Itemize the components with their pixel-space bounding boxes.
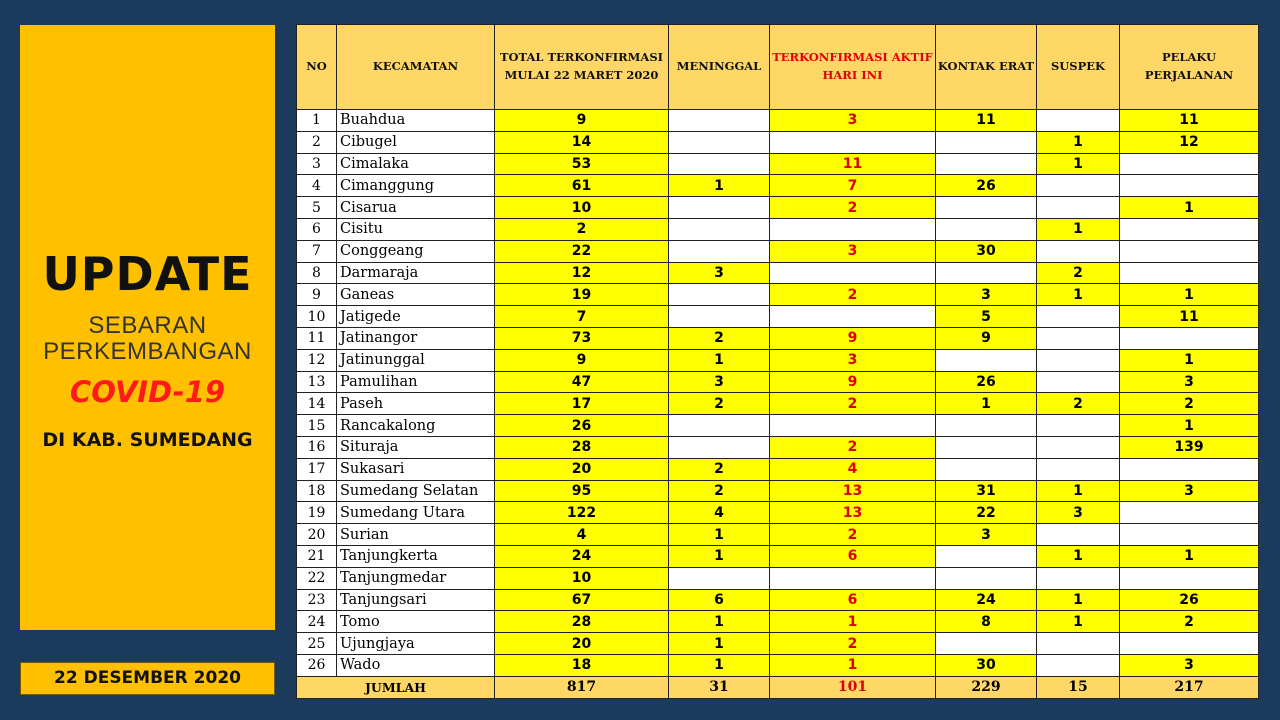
cell-aktif xyxy=(770,262,936,284)
table-row xyxy=(297,327,1259,349)
cell-pelaku xyxy=(1120,502,1259,524)
cell-pelaku: 26 xyxy=(1120,589,1259,611)
cell-aktif: 2 xyxy=(770,633,936,655)
cell-meninggal xyxy=(669,240,770,262)
totals-suspek: 15 xyxy=(1037,676,1120,698)
cell-kontak xyxy=(936,415,1037,437)
cell-aktif: 2 xyxy=(770,197,936,219)
cell-kecamatan: Cibugel xyxy=(337,131,495,153)
table-body xyxy=(297,110,1259,677)
cell-pelaku: 1 xyxy=(1120,284,1259,306)
cell-pelaku xyxy=(1120,327,1259,349)
table-row xyxy=(297,524,1259,546)
cell-kontak xyxy=(936,436,1037,458)
cell-kecamatan: Jatigede xyxy=(337,306,495,328)
cell-pelaku xyxy=(1120,240,1259,262)
cell-pelaku: 2 xyxy=(1120,611,1259,633)
cell-no: 25 xyxy=(297,633,337,655)
cell-aktif xyxy=(770,131,936,153)
cell-no: 7 xyxy=(297,240,337,262)
cell-meninggal xyxy=(669,415,770,437)
cell-suspek xyxy=(1037,654,1120,676)
table-row xyxy=(297,654,1259,676)
cell-kecamatan: Tomo xyxy=(337,611,495,633)
table-row xyxy=(297,218,1259,240)
cell-suspek xyxy=(1037,436,1120,458)
cell-no: 19 xyxy=(297,502,337,524)
cell-total: 10 xyxy=(495,197,669,219)
cell-meninggal: 2 xyxy=(669,480,770,502)
cell-meninggal: 2 xyxy=(669,393,770,415)
cell-kontak xyxy=(936,567,1037,589)
cell-kecamatan: Rancakalong xyxy=(337,415,495,437)
cell-total: 2 xyxy=(495,218,669,240)
cell-kecamatan: Tanjungmedar xyxy=(337,567,495,589)
cell-kontak xyxy=(936,131,1037,153)
cell-no: 23 xyxy=(297,589,337,611)
cell-kecamatan: Cisarua xyxy=(337,197,495,219)
cell-suspek xyxy=(1037,327,1120,349)
cell-kecamatan: Tanjungsari xyxy=(337,589,495,611)
cell-no: 8 xyxy=(297,262,337,284)
cell-suspek: 1 xyxy=(1037,218,1120,240)
cell-suspek xyxy=(1037,110,1120,132)
table-row xyxy=(297,633,1259,655)
cell-total: 17 xyxy=(495,393,669,415)
cell-suspek xyxy=(1037,415,1120,437)
cell-total: 14 xyxy=(495,131,669,153)
title-panel xyxy=(20,25,275,630)
cell-pelaku xyxy=(1120,524,1259,546)
cell-no: 4 xyxy=(297,175,337,197)
cell-meninggal: 2 xyxy=(669,327,770,349)
cell-suspek xyxy=(1037,175,1120,197)
cell-pelaku xyxy=(1120,175,1259,197)
cell-kontak xyxy=(936,218,1037,240)
cell-kontak: 26 xyxy=(936,371,1037,393)
cell-meninggal xyxy=(669,306,770,328)
cell-meninggal: 1 xyxy=(669,633,770,655)
table-row xyxy=(297,393,1259,415)
cell-aktif: 13 xyxy=(770,502,936,524)
table-row xyxy=(297,502,1259,524)
table-row xyxy=(297,262,1259,284)
header-meninggal: MENINGGAL xyxy=(669,25,770,110)
cell-suspek xyxy=(1037,371,1120,393)
cell-kecamatan: Jatinangor xyxy=(337,327,495,349)
cell-total: 73 xyxy=(495,327,669,349)
cell-kontak: 1 xyxy=(936,393,1037,415)
cell-meninggal: 1 xyxy=(669,524,770,546)
cell-total: 7 xyxy=(495,306,669,328)
cell-pelaku: 3 xyxy=(1120,654,1259,676)
cell-total: 20 xyxy=(495,458,669,480)
cell-total: 61 xyxy=(495,175,669,197)
cell-pelaku: 1 xyxy=(1120,545,1259,567)
cell-no: 1 xyxy=(297,110,337,132)
cell-kontak xyxy=(936,262,1037,284)
table-row xyxy=(297,153,1259,175)
cell-kontak xyxy=(936,545,1037,567)
update-title: UPDATE xyxy=(42,247,253,301)
header-suspek: SUSPEK xyxy=(1037,25,1120,110)
cell-meninggal xyxy=(669,218,770,240)
cell-suspek xyxy=(1037,240,1120,262)
cell-pelaku xyxy=(1120,218,1259,240)
cell-meninggal: 3 xyxy=(669,371,770,393)
table-row xyxy=(297,589,1259,611)
table-row xyxy=(297,458,1259,480)
totals-label: JUMLAH xyxy=(297,676,495,698)
table-row xyxy=(297,371,1259,393)
cell-meninggal: 1 xyxy=(669,175,770,197)
cell-kontak: 26 xyxy=(936,175,1037,197)
totals-meninggal: 31 xyxy=(669,676,770,698)
header-no: NO xyxy=(297,25,337,110)
region-label: DI KAB. SUMEDANG xyxy=(42,429,253,451)
cell-total: 24 xyxy=(495,545,669,567)
cell-suspek xyxy=(1037,633,1120,655)
cell-kecamatan: Ujungjaya xyxy=(337,633,495,655)
table-row xyxy=(297,306,1259,328)
header-kecamatan: KECAMATAN xyxy=(337,25,495,110)
table-row xyxy=(297,131,1259,153)
cell-meninggal: 1 xyxy=(669,654,770,676)
cell-total: 28 xyxy=(495,611,669,633)
cell-kecamatan: Ganeas xyxy=(337,284,495,306)
totals-aktif: 101 xyxy=(770,676,936,698)
cell-pelaku xyxy=(1120,567,1259,589)
cell-pelaku: 11 xyxy=(1120,306,1259,328)
cell-meninggal xyxy=(669,197,770,219)
report-date: 22 DESEMBER 2020 xyxy=(20,662,275,695)
cell-meninggal: 1 xyxy=(669,349,770,371)
cell-aktif: 1 xyxy=(770,654,936,676)
cell-total: 12 xyxy=(495,262,669,284)
cell-kontak: 31 xyxy=(936,480,1037,502)
cell-kecamatan: Darmaraja xyxy=(337,262,495,284)
cell-total: 20 xyxy=(495,633,669,655)
cell-total: 95 xyxy=(495,480,669,502)
cell-total: 67 xyxy=(495,589,669,611)
cell-total: 47 xyxy=(495,371,669,393)
cell-aktif xyxy=(770,218,936,240)
cell-suspek: 1 xyxy=(1037,153,1120,175)
cell-meninggal xyxy=(669,567,770,589)
cell-kecamatan: Buahdua xyxy=(337,110,495,132)
cell-kontak: 3 xyxy=(936,284,1037,306)
cell-kecamatan: Surian xyxy=(337,524,495,546)
cell-no: 24 xyxy=(297,611,337,633)
subtitle-line-1: SEBARAN xyxy=(88,312,207,339)
cell-pelaku xyxy=(1120,262,1259,284)
cell-kontak xyxy=(936,153,1037,175)
cell-aktif: 3 xyxy=(770,240,936,262)
cell-kecamatan: Paseh xyxy=(337,393,495,415)
cell-meninggal: 3 xyxy=(669,262,770,284)
cell-no: 15 xyxy=(297,415,337,437)
data-table-container xyxy=(296,24,1258,696)
cell-aktif: 9 xyxy=(770,327,936,349)
cell-no: 5 xyxy=(297,197,337,219)
table-row xyxy=(297,567,1259,589)
cell-meninggal xyxy=(669,110,770,132)
cell-meninggal xyxy=(669,436,770,458)
cell-no: 21 xyxy=(297,545,337,567)
cell-kontak: 5 xyxy=(936,306,1037,328)
cell-kontak: 30 xyxy=(936,240,1037,262)
cell-kontak: 3 xyxy=(936,524,1037,546)
cell-no: 6 xyxy=(297,218,337,240)
cell-suspek xyxy=(1037,349,1120,371)
cell-no: 11 xyxy=(297,327,337,349)
cell-kontak: 24 xyxy=(936,589,1037,611)
cell-aktif: 6 xyxy=(770,589,936,611)
cell-no: 14 xyxy=(297,393,337,415)
cell-no: 17 xyxy=(297,458,337,480)
cell-aktif xyxy=(770,306,936,328)
cell-pelaku: 12 xyxy=(1120,131,1259,153)
cell-total: 19 xyxy=(495,284,669,306)
cell-pelaku: 1 xyxy=(1120,349,1259,371)
cell-aktif: 13 xyxy=(770,480,936,502)
cell-total: 26 xyxy=(495,415,669,437)
cell-suspek xyxy=(1037,197,1120,219)
totals-total: 817 xyxy=(495,676,669,698)
cell-meninggal: 2 xyxy=(669,458,770,480)
cell-kecamatan: Sumedang Selatan xyxy=(337,480,495,502)
cell-pelaku: 3 xyxy=(1120,371,1259,393)
header-kontak: KONTAK ERAT xyxy=(936,25,1037,110)
cell-suspek: 3 xyxy=(1037,502,1120,524)
table-row xyxy=(297,197,1259,219)
cell-total: 4 xyxy=(495,524,669,546)
cell-no: 12 xyxy=(297,349,337,371)
cell-suspek xyxy=(1037,524,1120,546)
table-row xyxy=(297,415,1259,437)
table-row xyxy=(297,110,1259,132)
cell-no: 9 xyxy=(297,284,337,306)
cell-total: 10 xyxy=(495,567,669,589)
table-row xyxy=(297,436,1259,458)
cell-meninggal: 1 xyxy=(669,545,770,567)
cell-kontak: 30 xyxy=(936,654,1037,676)
cell-meninggal: 6 xyxy=(669,589,770,611)
cell-pelaku xyxy=(1120,153,1259,175)
table-row xyxy=(297,284,1259,306)
cell-aktif: 1 xyxy=(770,611,936,633)
cell-suspek xyxy=(1037,567,1120,589)
cell-no: 22 xyxy=(297,567,337,589)
cell-suspek: 2 xyxy=(1037,262,1120,284)
cell-no: 26 xyxy=(297,654,337,676)
cell-total: 9 xyxy=(495,110,669,132)
table-row xyxy=(297,611,1259,633)
cell-kecamatan: Cisitu xyxy=(337,218,495,240)
cell-suspek xyxy=(1037,306,1120,328)
header-pelaku: PELAKU PERJALANAN xyxy=(1120,25,1259,110)
cell-aktif: 2 xyxy=(770,524,936,546)
cell-no: 16 xyxy=(297,436,337,458)
cell-no: 13 xyxy=(297,371,337,393)
header-row xyxy=(297,25,1259,110)
cell-aktif: 3 xyxy=(770,110,936,132)
cell-aktif xyxy=(770,567,936,589)
covid-label: COVID-19 xyxy=(69,375,226,409)
cell-no: 3 xyxy=(297,153,337,175)
cell-pelaku xyxy=(1120,458,1259,480)
covid-data-table xyxy=(296,24,1259,699)
table-row xyxy=(297,240,1259,262)
cell-aktif: 3 xyxy=(770,349,936,371)
cell-meninggal: 4 xyxy=(669,502,770,524)
cell-kontak xyxy=(936,458,1037,480)
cell-kecamatan: Wado xyxy=(337,654,495,676)
cell-aktif: 7 xyxy=(770,175,936,197)
cell-total: 18 xyxy=(495,654,669,676)
cell-suspek: 1 xyxy=(1037,611,1120,633)
cell-aktif: 2 xyxy=(770,393,936,415)
cell-aktif: 6 xyxy=(770,545,936,567)
cell-kontak: 11 xyxy=(936,110,1037,132)
cell-aktif: 9 xyxy=(770,371,936,393)
table-row xyxy=(297,349,1259,371)
header-aktif: TERKONFIRMASI AKTIF HARI INI xyxy=(770,25,936,110)
cell-pelaku: 3 xyxy=(1120,480,1259,502)
header-total: TOTAL TERKONFIRMASI MULAI 22 MARET 2020 xyxy=(495,25,669,110)
totals-kontak: 229 xyxy=(936,676,1037,698)
cell-kontak: 8 xyxy=(936,611,1037,633)
cell-suspek: 1 xyxy=(1037,480,1120,502)
cell-kontak xyxy=(936,349,1037,371)
cell-meninggal: 1 xyxy=(669,611,770,633)
cell-kecamatan: Cimalaka xyxy=(337,153,495,175)
cell-kecamatan: Situraja xyxy=(337,436,495,458)
cell-no: 2 xyxy=(297,131,337,153)
table-row xyxy=(297,480,1259,502)
cell-suspek: 2 xyxy=(1037,393,1120,415)
subtitle-line-2: PERKEMBANGAN xyxy=(43,338,252,365)
cell-no: 10 xyxy=(297,306,337,328)
cell-total: 53 xyxy=(495,153,669,175)
cell-suspek: 1 xyxy=(1037,545,1120,567)
cell-kontak xyxy=(936,197,1037,219)
cell-aktif: 11 xyxy=(770,153,936,175)
cell-kontak xyxy=(936,633,1037,655)
cell-no: 20 xyxy=(297,524,337,546)
cell-total: 22 xyxy=(495,240,669,262)
cell-no: 18 xyxy=(297,480,337,502)
cell-kecamatan: Jatinunggal xyxy=(337,349,495,371)
cell-kecamatan: Cimanggung xyxy=(337,175,495,197)
cell-pelaku: 139 xyxy=(1120,436,1259,458)
cell-suspek: 1 xyxy=(1037,284,1120,306)
cell-aktif: 2 xyxy=(770,436,936,458)
cell-pelaku: 2 xyxy=(1120,393,1259,415)
cell-pelaku: 1 xyxy=(1120,197,1259,219)
cell-total: 9 xyxy=(495,349,669,371)
table-row xyxy=(297,175,1259,197)
cell-kecamatan: Sumedang Utara xyxy=(337,502,495,524)
cell-suspek: 1 xyxy=(1037,131,1120,153)
cell-total: 28 xyxy=(495,436,669,458)
cell-kecamatan: Pamulihan xyxy=(337,371,495,393)
cell-kontak: 22 xyxy=(936,502,1037,524)
cell-total: 122 xyxy=(495,502,669,524)
cell-pelaku xyxy=(1120,633,1259,655)
totals-row xyxy=(297,676,1259,698)
cell-meninggal xyxy=(669,153,770,175)
cell-pelaku: 11 xyxy=(1120,110,1259,132)
cell-suspek: 1 xyxy=(1037,589,1120,611)
cell-aktif: 2 xyxy=(770,284,936,306)
cell-kecamatan: Conggeang xyxy=(337,240,495,262)
cell-meninggal xyxy=(669,131,770,153)
cell-suspek xyxy=(1037,458,1120,480)
cell-aktif xyxy=(770,415,936,437)
totals-pelaku: 217 xyxy=(1120,676,1259,698)
cell-kecamatan: Sukasari xyxy=(337,458,495,480)
cell-kecamatan: Tanjungkerta xyxy=(337,545,495,567)
cell-aktif: 4 xyxy=(770,458,936,480)
cell-kontak: 9 xyxy=(936,327,1037,349)
table-row xyxy=(297,545,1259,567)
cell-pelaku: 1 xyxy=(1120,415,1259,437)
cell-meninggal xyxy=(669,284,770,306)
